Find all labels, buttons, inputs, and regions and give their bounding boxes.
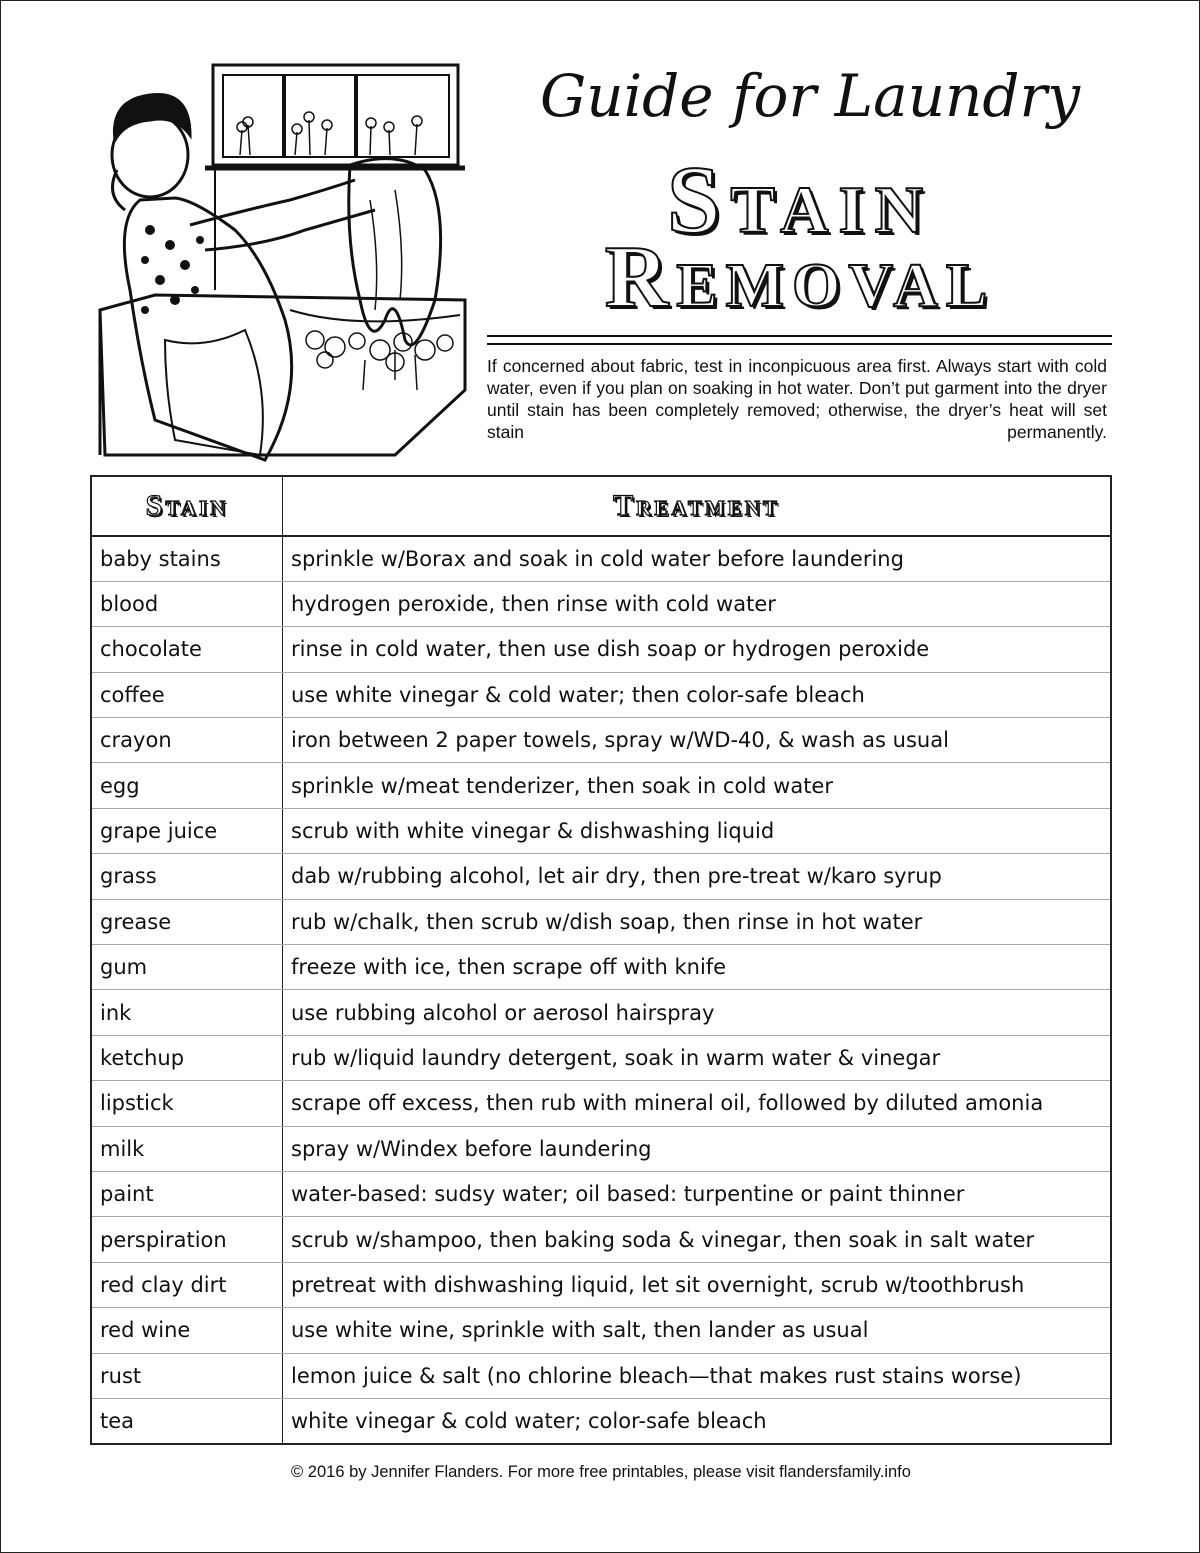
stain-cell: grape juice (91, 808, 283, 853)
stain-cell: red wine (91, 1308, 283, 1353)
stain-cell: crayon (91, 718, 283, 763)
stain-cell: baby stains (91, 536, 283, 581)
table-row (91, 672, 1111, 717)
treatment-cell: dab w/rubbing alcohol, let air dry, then pre-treat w/karo syrup (283, 854, 1112, 899)
table-body (91, 536, 1111, 1444)
stain-cell: coffee (91, 672, 283, 717)
title-divider (487, 335, 1112, 345)
table-row (91, 1217, 1111, 1262)
stain-cell: tea (91, 1398, 283, 1443)
intro-paragraph (487, 355, 1107, 443)
treatment-cell: iron between 2 paper towels, spray w/WD-40, & wash as usual (283, 718, 1112, 763)
stain-cell: chocolate (91, 627, 283, 672)
treatment-cell: scrape off excess, then rub with mineral oil, followed by diluted amonia (283, 1081, 1112, 1126)
script-title: Guide for Laundry (539, 62, 1081, 130)
vintage-laundry-illustration (95, 60, 475, 470)
title-line-stain: Stain (667, 146, 933, 253)
table-row (91, 1035, 1111, 1080)
treatment-cell: pretreat with dishwashing liquid, let sit overnight, scrub w/toothbrush (283, 1262, 1112, 1307)
stain-cell: gum (91, 945, 283, 990)
table-row (91, 808, 1111, 853)
treatment-cell: use white vinegar & cold water; then color-safe bleach (283, 672, 1112, 717)
stain-cell: red clay dirt (91, 1262, 283, 1307)
treatment-cell: sprinkle w/Borax and soak in cold water before laundering (283, 536, 1112, 581)
stain-cell: perspiration (91, 1217, 283, 1262)
table-row (91, 1171, 1111, 1216)
stain-cell: paint (91, 1171, 283, 1216)
table-row (91, 990, 1111, 1035)
treatment-cell: spray w/Windex before laundering (283, 1126, 1112, 1171)
title-line-removal: Removal (604, 229, 996, 326)
treatment-cell: lemon juice & salt (no chlorine bleach—that makes rust stains worse) (283, 1353, 1112, 1398)
table-row (91, 1398, 1111, 1443)
stain-cell: grease (91, 899, 283, 944)
treatment-cell: rub w/chalk, then scrub w/dish soap, then rinse in hot water (283, 899, 1112, 944)
table-row (91, 1262, 1111, 1307)
table-row (91, 536, 1111, 581)
header-stain: Stain (91, 476, 283, 536)
table-row (91, 581, 1111, 626)
stain-cell: ketchup (91, 1035, 283, 1080)
treatment-cell: white vinegar & cold water; color-safe bleach (291, 1408, 767, 1433)
table-row (91, 1353, 1111, 1398)
stain-cell: lipstick (91, 1081, 283, 1126)
stain-cell: egg (91, 763, 283, 808)
treatment-cell: use white wine, sprinkle with salt, then lander as usual (283, 1308, 1112, 1353)
treatment-cell: sprinkle w/meat tenderizer, then soak in cold water (283, 763, 1112, 808)
treatment-cell: scrub w/shampoo, then baking soda & vinegar, then soak in salt water (283, 1217, 1112, 1262)
intro-text: If concerned about fabric, test in inconpicuous area first. Always start with cold water, even if you plan on soaking in hot water. Don’t put garment into the dryer until stain has been completely removed; otherwise, the dryer’s heat will set stain permanently. (487, 356, 1107, 442)
stain-cell: grass (91, 854, 283, 899)
table-row (91, 718, 1111, 763)
table-header-row (91, 476, 1111, 536)
table-row (91, 627, 1111, 672)
header-treatment: Treatment (283, 476, 1112, 536)
treatment-cell: scrub with white vinegar & dishwashing liquid (283, 808, 1112, 853)
treatment-cell: freeze with ice, then scrape off with knife (283, 945, 1112, 990)
treatment-cell: use rubbing alcohol or aerosol hairspray (283, 990, 1112, 1035)
table-row (91, 1081, 1111, 1126)
table-row (91, 763, 1111, 808)
table-row (91, 945, 1111, 990)
stain-table (90, 475, 1112, 1445)
table-row (91, 1126, 1111, 1171)
treatment-cell: water-based: sudsy water; oil based: turpentine or paint thinner (283, 1171, 1112, 1216)
treatment-cell: rub w/liquid laundry detergent, soak in warm water & vinegar (283, 1035, 1112, 1080)
stain-cell: blood (91, 581, 283, 626)
footer-credit: © 2016 by Jennifer Flanders. For more free printables, please visit flandersfamily.info (291, 1463, 911, 1481)
stain-cell: rust (91, 1353, 283, 1398)
table-row (91, 899, 1111, 944)
table-row (91, 1308, 1111, 1353)
table-row (91, 854, 1111, 899)
treatment-cell: hydrogen peroxide, then rinse with cold water (283, 581, 1112, 626)
stain-cell: milk (91, 1126, 283, 1171)
treatment-cell: rinse in cold water, then use dish soap or hydrogen peroxide (283, 627, 1112, 672)
stain-cell: ink (91, 990, 283, 1035)
